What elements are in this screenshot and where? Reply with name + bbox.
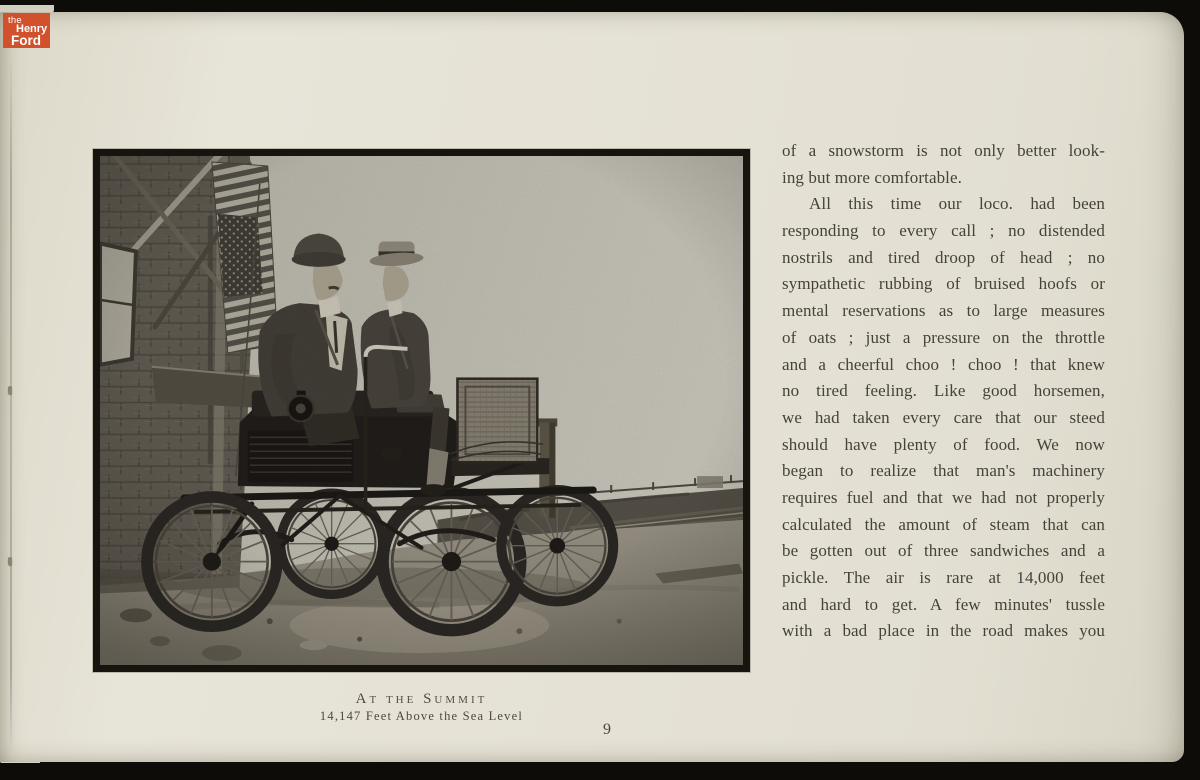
text-line: began to realize that man's machinery [782, 461, 1105, 481]
photo-grain [100, 156, 743, 665]
text-line: be gotten out of three sandwiches and a [782, 541, 1105, 561]
caption-title: At the Summit [355, 691, 488, 707]
text-line: calculated the amount of steam that can [782, 514, 1105, 534]
text-line: and hard to get. A few minutes' tussle [782, 594, 1105, 614]
text-line: pickle. The air is rare at 14,000 feet [782, 568, 1105, 587]
binding-crease [10, 52, 12, 752]
text-line: and a cheerful choo ! choo ! that knew [782, 354, 1105, 374]
binding-stitch [8, 386, 12, 394]
binding-stitch [8, 557, 12, 565]
text-line: of a snowstorm is not only better look- [782, 141, 1105, 160]
text-line: All this time our loco. had been [809, 194, 1105, 214]
text-line: no tired feeling. Like good horsemen, [782, 381, 1105, 401]
watermark-henry: Henry [16, 23, 48, 35]
text-line: we had taken every care that our steed [782, 407, 1105, 427]
text-line: nostrils and tired droop of head ; no [782, 247, 1105, 267]
text-line: sympathetic rubbing of bruised hoofs or [782, 274, 1105, 294]
watermark-ford: Ford [11, 33, 41, 48]
article-text [782, 138, 1105, 645]
summit-photo-art [100, 156, 743, 665]
book-page [0, 12, 1184, 762]
text-line: with a bad place in the road makes you [782, 621, 1105, 641]
text-line: ing but more comfortable. [782, 167, 963, 187]
caption-subtitle: 14,147 Feet Above the Sea Level [319, 709, 524, 723]
page-number: 9 [603, 721, 611, 738]
watermark-the: the [8, 15, 22, 26]
text-line: mental reservations as to large measures [782, 301, 1105, 321]
text-line: requires fuel and that we had not properly [782, 487, 1105, 507]
text-line: responding to every call ; no distended [782, 221, 1105, 241]
henry-ford-watermark [3, 13, 50, 48]
summit-photograph [93, 149, 750, 672]
text-line: of oats ; just a pressure on the throttle [782, 327, 1105, 347]
photo-caption [93, 691, 750, 724]
text-line: should have plenty of food. We now [782, 434, 1105, 454]
